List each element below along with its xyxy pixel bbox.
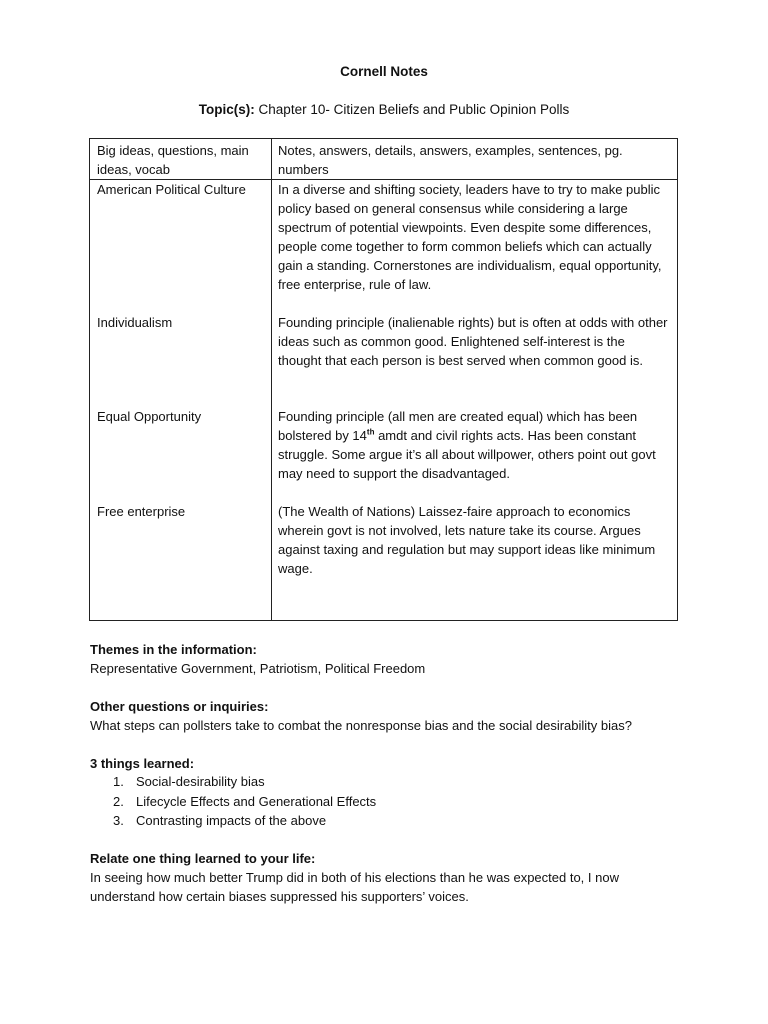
list-item-text: Social-desirability bias (136, 774, 265, 789)
topic-label: Topic(s): (198, 102, 255, 117)
document-title: Cornell Notes (340, 64, 428, 79)
list-item (90, 772, 376, 792)
cornell-notes-table (89, 138, 678, 621)
notes-individualism: Founding principle (inalienable rights) but is often at odds with other ideas such as common good. Enlightened self-interest is the thought that each person is best served when common good is. (278, 315, 668, 368)
relate-text: In seeing how much better Trump did in both of his elections than he was expected to, I now understand how certain biases suppressed his supporters’ voices. (90, 870, 619, 904)
list-item-number: 2. (113, 793, 124, 809)
list-item-number: 1. (113, 774, 124, 789)
themes-text: Representative Government, Patriotism, Political Freedom (90, 661, 426, 676)
header-right-cell: Notes, answers, details, answers, examples, sentences, pg. numbers (278, 143, 623, 177)
ordinal-superscript: th (366, 427, 375, 437)
notes-american-political-culture: In a diverse and shifting society, leaders have to try to make public policy based on general consensus while considering a large spectrum of potential viewpoints. Even despite some differences, people come together to form common beliefs which can actually gain a standing. Cornerstones are individualism, equal opportunity, free enterprise, rule of law. (278, 182, 662, 292)
topic-line (0, 102, 768, 117)
notes-free-enterprise: (The Wealth of Nations) Laissez-faire approach to economics wherein govt is not involved, lets nature take its course. Argues against taxing and regulation but may support ideas like minimum wage. (278, 504, 656, 576)
list-item-number: 3. (113, 813, 124, 828)
notes-equal-opportunity-part1: Founding principle (all men are created equal) which has been bolstered by 14 (278, 409, 638, 443)
list-item (90, 811, 376, 831)
questions-heading: Other questions or inquiries: (90, 699, 269, 714)
topic-value: Chapter 10- Citizen Beliefs and Public Opinion Polls (258, 102, 570, 117)
term-free-enterprise: Free enterprise (97, 504, 186, 519)
themes-heading: Themes in the information: (90, 642, 257, 657)
learned-list (90, 772, 376, 831)
term-individualism: Individualism (97, 315, 173, 330)
term-american-political-culture: American Political Culture (97, 182, 246, 197)
questions-text: What steps can pollsters take to combat the nonresponse bias and the social desirability bias? (90, 718, 632, 733)
notes-equal-opportunity-part2: amdt and civil rights acts. Has been constant struggle. Some argue it’s all about willpower, others point out govt may need to support the disadvantaged. (278, 428, 656, 481)
list-item-text: Lifecycle Effects and Generational Effects (136, 793, 377, 809)
notes-equal-opportunity (278, 407, 670, 483)
list-item-text: Contrasting impacts of the above (136, 813, 327, 828)
learned-heading: 3 things learned: (90, 756, 195, 771)
term-equal-opportunity: Equal Opportunity (97, 409, 202, 424)
header-left-cell: Big ideas, questions, main ideas, vocab (97, 143, 249, 177)
column-divider (271, 139, 272, 620)
list-item (90, 792, 376, 812)
relate-heading: Relate one thing learned to your life: (90, 851, 316, 866)
